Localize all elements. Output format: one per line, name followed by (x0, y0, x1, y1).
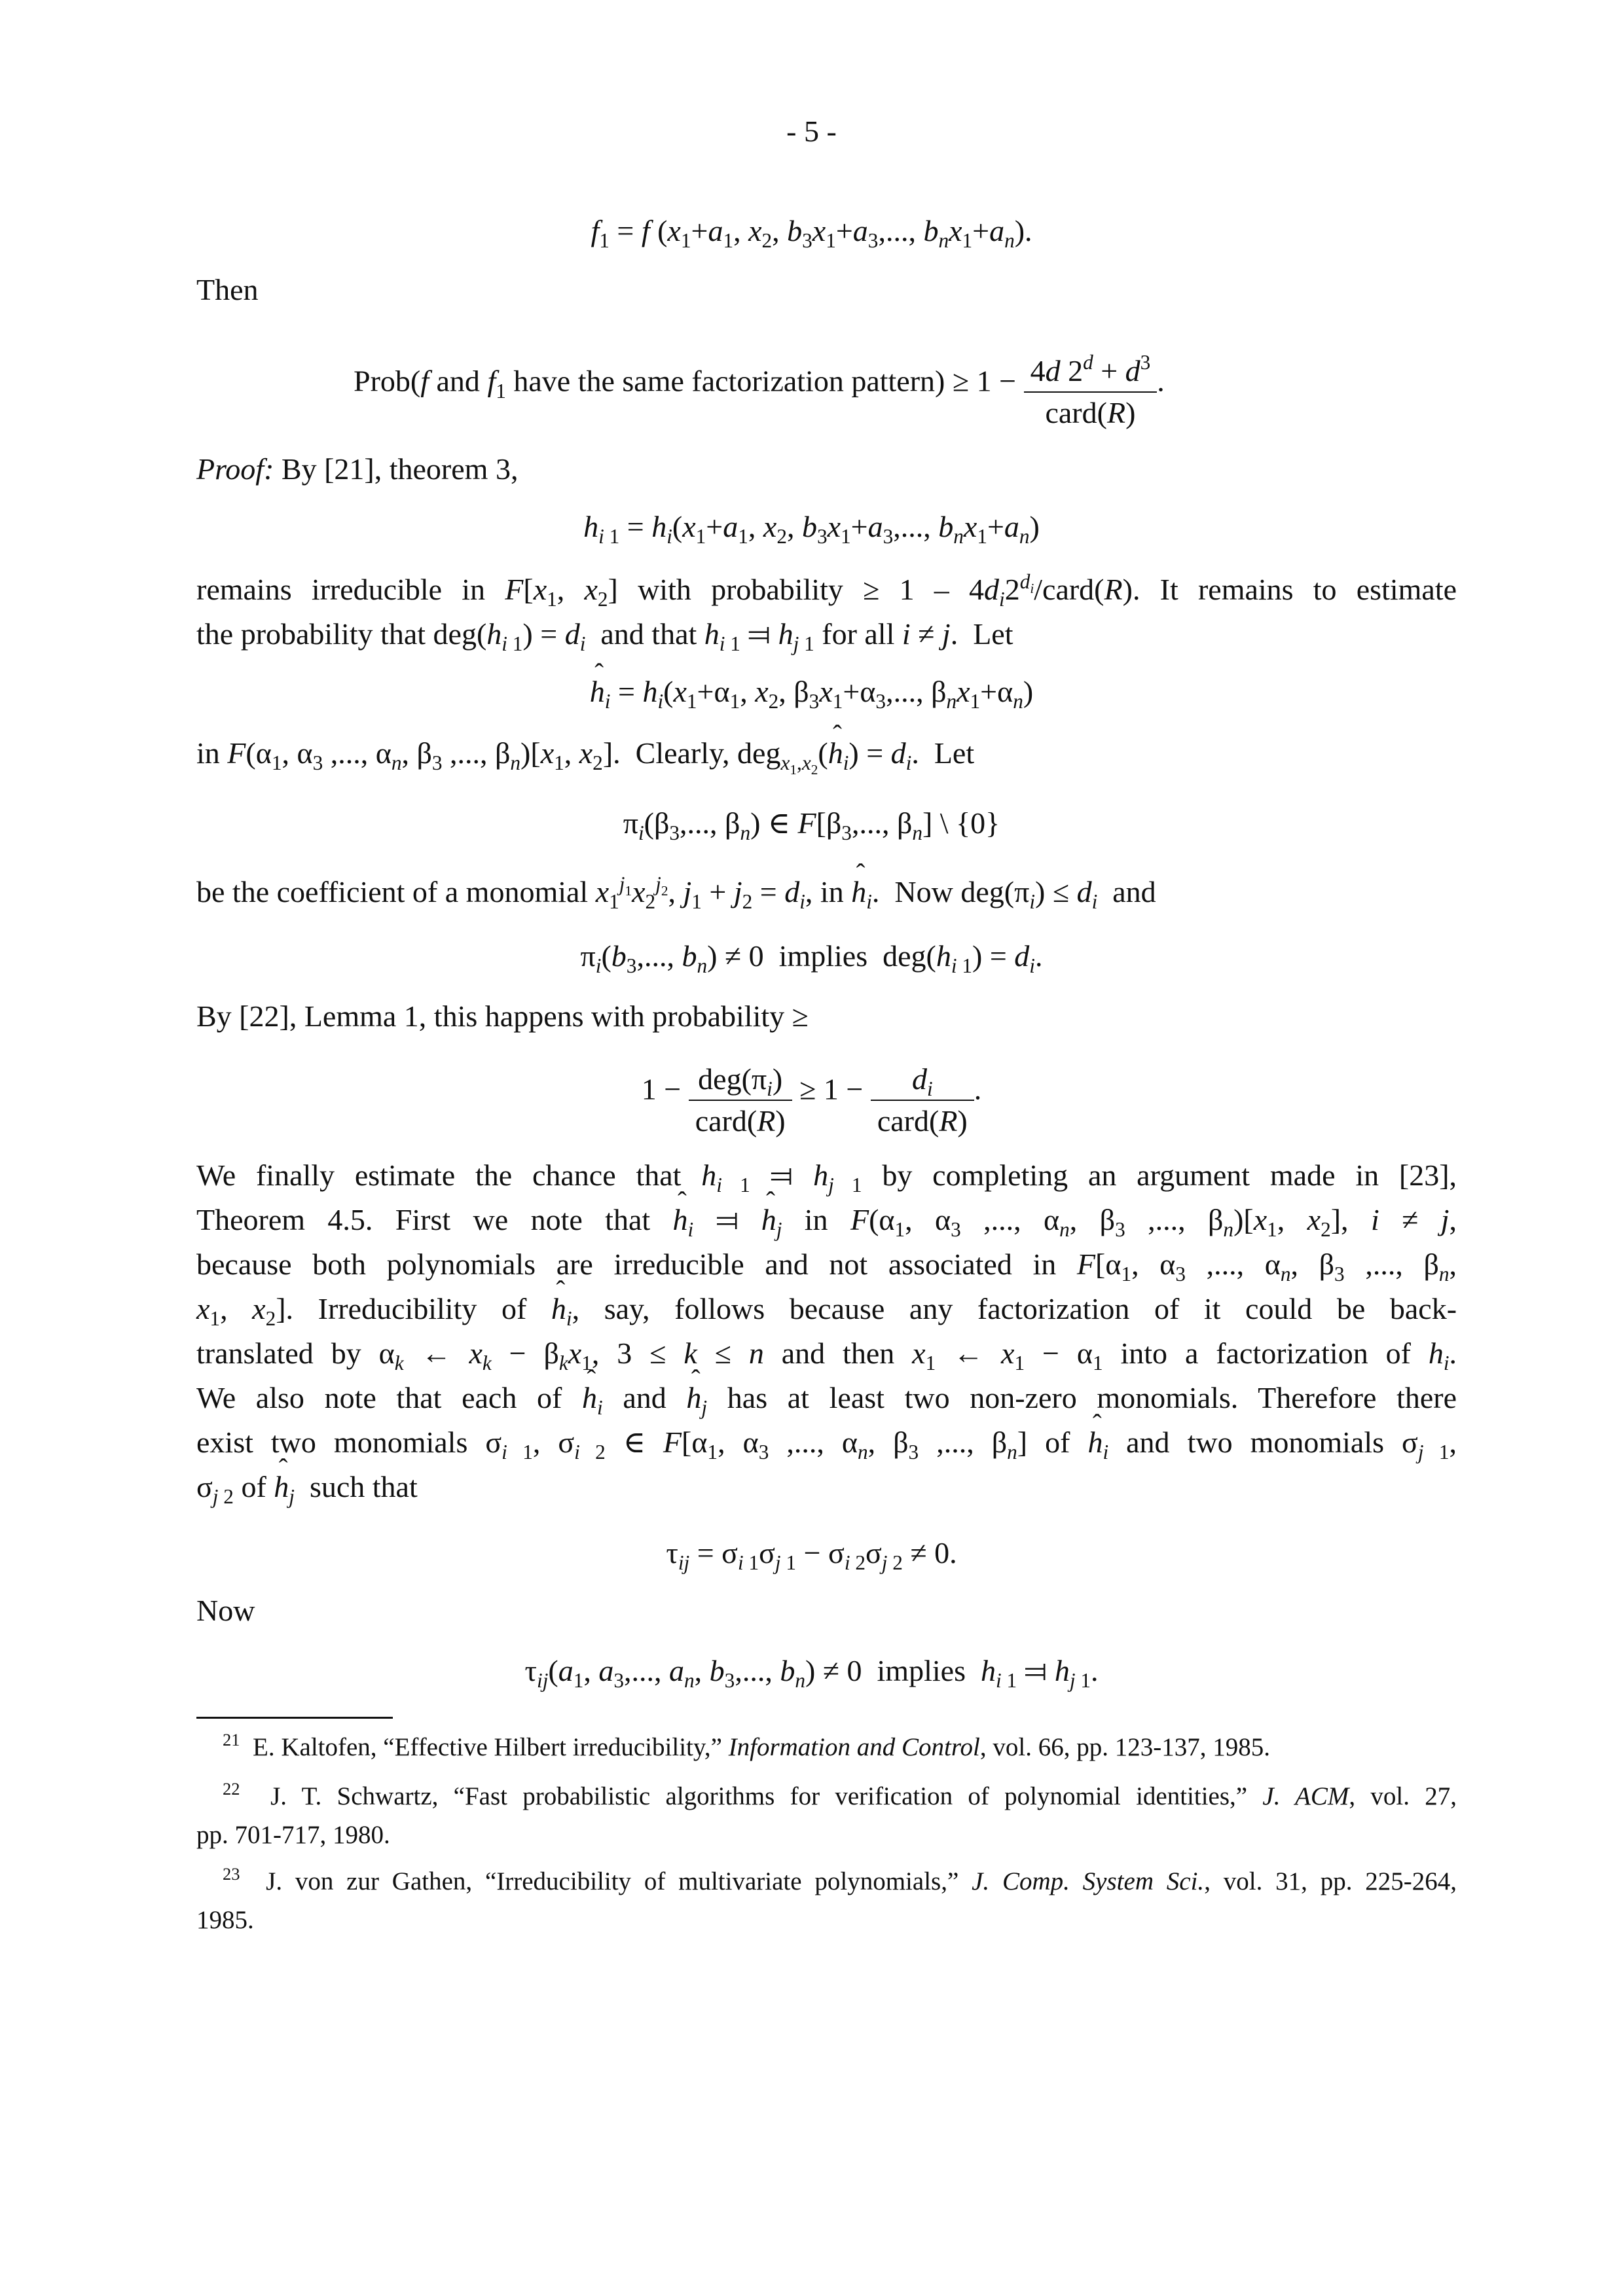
equation-f1: $f_1 = f$ ($x_1+a_1$, $x_2$, $b_3x_1+a_3$,..., $b_nx_1+a_n$). (591, 214, 1032, 252)
paragraph-line: remains irreducible in $F[x_1$, $x_2$] with probability ≥ $1 - 4d_i2^{d_i}/card(R)$. It remains to estimate (196, 569, 1457, 611)
paragraph-line: Theorem 4.5. First we note that ˆ $h_i$ ⫤ ˆ $h_j$ in $F(\alpha_1$, $\alpha_3$ ,..., $\alpha_n$, $\beta_3$ ,..., $\beta_n)[x_1$, $x_2$], i ≠ j, (196, 1205, 1457, 1235)
paragraph-line: exist two monomials $\sigma_{i 1}$, $\sigma_{i 2}$ ∈ $F[\alpha_1$, $\alpha_3$ ,..., $\alpha_n$, $\beta_3$ ,..., $\beta_n$] of ˆ $h_i$ and two monomials $\sigma_{j 1}$, (196, 1427, 1457, 1458)
footnote-23-continued: 1985. (196, 1906, 254, 1934)
equation-implies-1: $\pi_i(b_3$,..., $b_n) \ne 0$ implies $deg(h_{i 1}) = d_i$. (580, 939, 1043, 977)
footnote-22-continued: pp. 701-717, 1980. (196, 1821, 390, 1849)
equation-lemma-bound: 1 − $\frac{deg(\pi_i)}{\text{card(R)}}$ ≥ 1 − $\frac{d_i}{\text{card(R)}}$ . (641, 1062, 982, 1138)
paragraph-line: in $F(\alpha_1$, $\alpha_3$ ,..., $\alpha_n$, $\beta_3$ ,..., $\beta_n)[x_1$, $x_2$]. Clearly, deg$_{x_1,x_2}$(ˆ $h_i) = d_i$. Let (196, 738, 974, 768)
paragraph-line: translated by $\alpha_k$ ← $x_k - \beta_kx_1$, 3 ≤ k ≤ n and then $x_1$ ← $x_1 - \alpha_1$ into a factorization of $h_i$. (196, 1336, 1457, 1374)
footnote-23: $^{23}$ J. von zur Gathen, “Irreducibility of multivariate polynomials,” J. Comp. System Sci., vol. 31, pp. 225-264, (223, 1864, 1457, 1895)
equation-hhat: ˆ $h_i = h_i(x_1+\alpha_1$, $x_2$, $\beta_3x_1+\alpha_3$,..., $\beta_nx_1+\alpha_n$) (0, 677, 1623, 707)
paragraph-line: By [22], Lemma 1, this happens with probability ≥ (196, 999, 809, 1033)
paragraph-line: be the coefficient of a monomial $x_1^{j_1}x_2^{j_2}$, $j_1 + j_2 = d_i$, in ˆ $h_i$. Now $deg(\pi_i) \le d_i$ and (196, 877, 1156, 907)
now-label: Now (196, 1594, 255, 1627)
paragraph-line: the probability that $deg(h_{i 1}) = d_i$ and that $h_{i 1}$ ⫤ $h_{j 1}$ for all i ≠ j. Let (196, 617, 1013, 655)
footnote-21: $^{21}$ E. Kaltofen, “Effective Hilbert irreducibility,” Information and Control, vol. 66, pp. 123-137, 1985. (223, 1730, 1270, 1761)
paragraph-line: $\sigma_{j 2}$ of ˆ $h_j$ such that (196, 1472, 418, 1502)
probability-inequality: Prob(f and $f_1$ have the same factorization pattern) ≥ 1 − $\frac{4d 2^d + d^3}{\text{card(R)}}$ . (354, 351, 1165, 429)
equation-pi: $\pi_i(\beta_3$,..., $\beta_n$) ∈ $F[\beta_3$,..., $\beta_n$] \ {0} (623, 806, 1000, 844)
proof-intro: Proof: By [21], theorem 3, (196, 452, 519, 486)
page-number: - 5 - (786, 115, 837, 148)
equation-implies-2: $\tau_{ij}(a_1$, $a_3$,..., $a_n$, $b_3$,..., $b_n) \ne 0$ implies $h_{i 1}$ ⫤ $h_{j 1}$. (524, 1654, 1099, 1692)
footnote-22: $^{22}$ J. T. Schwartz, “Fast probabilistic algorithms for verification of polynomial identities,” J. ACM, vol. 27, (223, 1779, 1457, 1810)
proof-label: Proof: (196, 452, 274, 486)
paragraph-line: because both polynomials are irreducible and not associated in $F[\alpha_1$, $\alpha_3$ ,..., $\alpha_n$, $\beta_3$ ,..., $\beta_n$, (196, 1247, 1457, 1285)
equation-hi1: $h_{i 1} = h_i(x_1+a_1$, $x_2$, $b_3x_1+a_3$,..., $b_nx_1+a_n$) (583, 510, 1040, 548)
equation-tau: $\tau_{ij} = \sigma_{i 1}\sigma_{j 1} - \sigma_{i 2}\sigma_{j 2} \ne 0$. (666, 1536, 957, 1574)
paragraph-line: $x_1$, $x_2$]. Irreducibility of ˆ $h_i$, say, follows because any factorization of it could be back- (196, 1294, 1457, 1324)
paragraph-line: We finally estimate the chance that $h_{i 1}$ ⫤ $h_{j 1}$ by completing an argument made in [23], (196, 1158, 1457, 1196)
then-label: Then (196, 273, 259, 306)
paragraph-line: We also note that each of ˆ $h_i$ and ˆ $h_j$ has at least two non-zero monomials. Therefore there (196, 1383, 1457, 1413)
footnote-rule (196, 1717, 393, 1719)
